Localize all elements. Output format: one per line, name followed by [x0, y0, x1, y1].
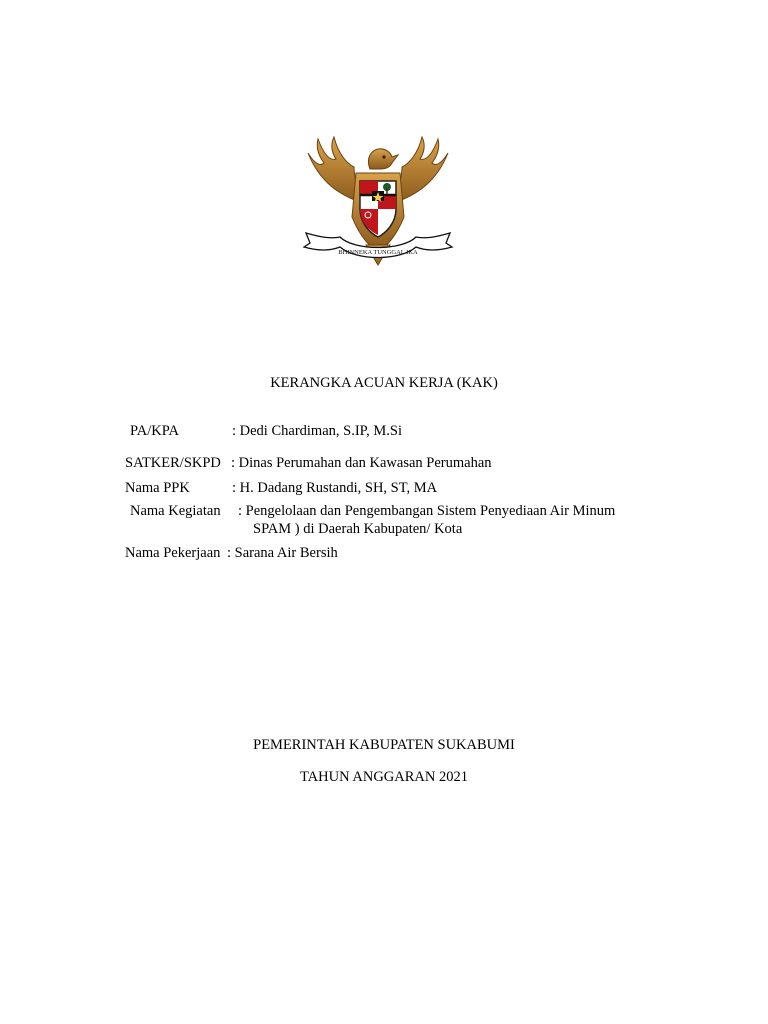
field-value: : H. Dadang Rustandi, SH, ST, MA: [232, 480, 438, 496]
field-label: SATKER/SKPD: [125, 455, 221, 471]
fiscal-year: TAHUN ANGGARAN 2021: [299, 769, 468, 785]
field-label: Nama Kegiatan: [130, 503, 221, 519]
field-value: : Dedi Chardiman, S.IP, M.Si: [232, 423, 402, 439]
field-value: : Sarana Air Bersih: [227, 545, 338, 561]
field-label: Nama Pekerjaan: [125, 545, 221, 561]
field-value-continued: SPAM ) di Daerah Kabupaten/ Kota: [253, 521, 463, 537]
document-title: KERANGKA ACUAN KERJA (KAK): [270, 375, 498, 391]
garuda-emblem: [300, 133, 456, 275]
government-name: PEMERINTAH KABUPATEN SUKABUMI: [253, 737, 515, 753]
field-value: : Dinas Perumahan dan Kawasan Perumahan: [231, 455, 492, 471]
emblem-motto: BHINNEKA TUNGGAL IKA: [338, 249, 418, 256]
field-label: PA/KPA: [130, 423, 179, 439]
field-value: : Pengelolaan dan Pengembangan Sistem Penyediaan Air Minum: [238, 503, 616, 519]
field-label: Nama PPK: [125, 480, 190, 496]
